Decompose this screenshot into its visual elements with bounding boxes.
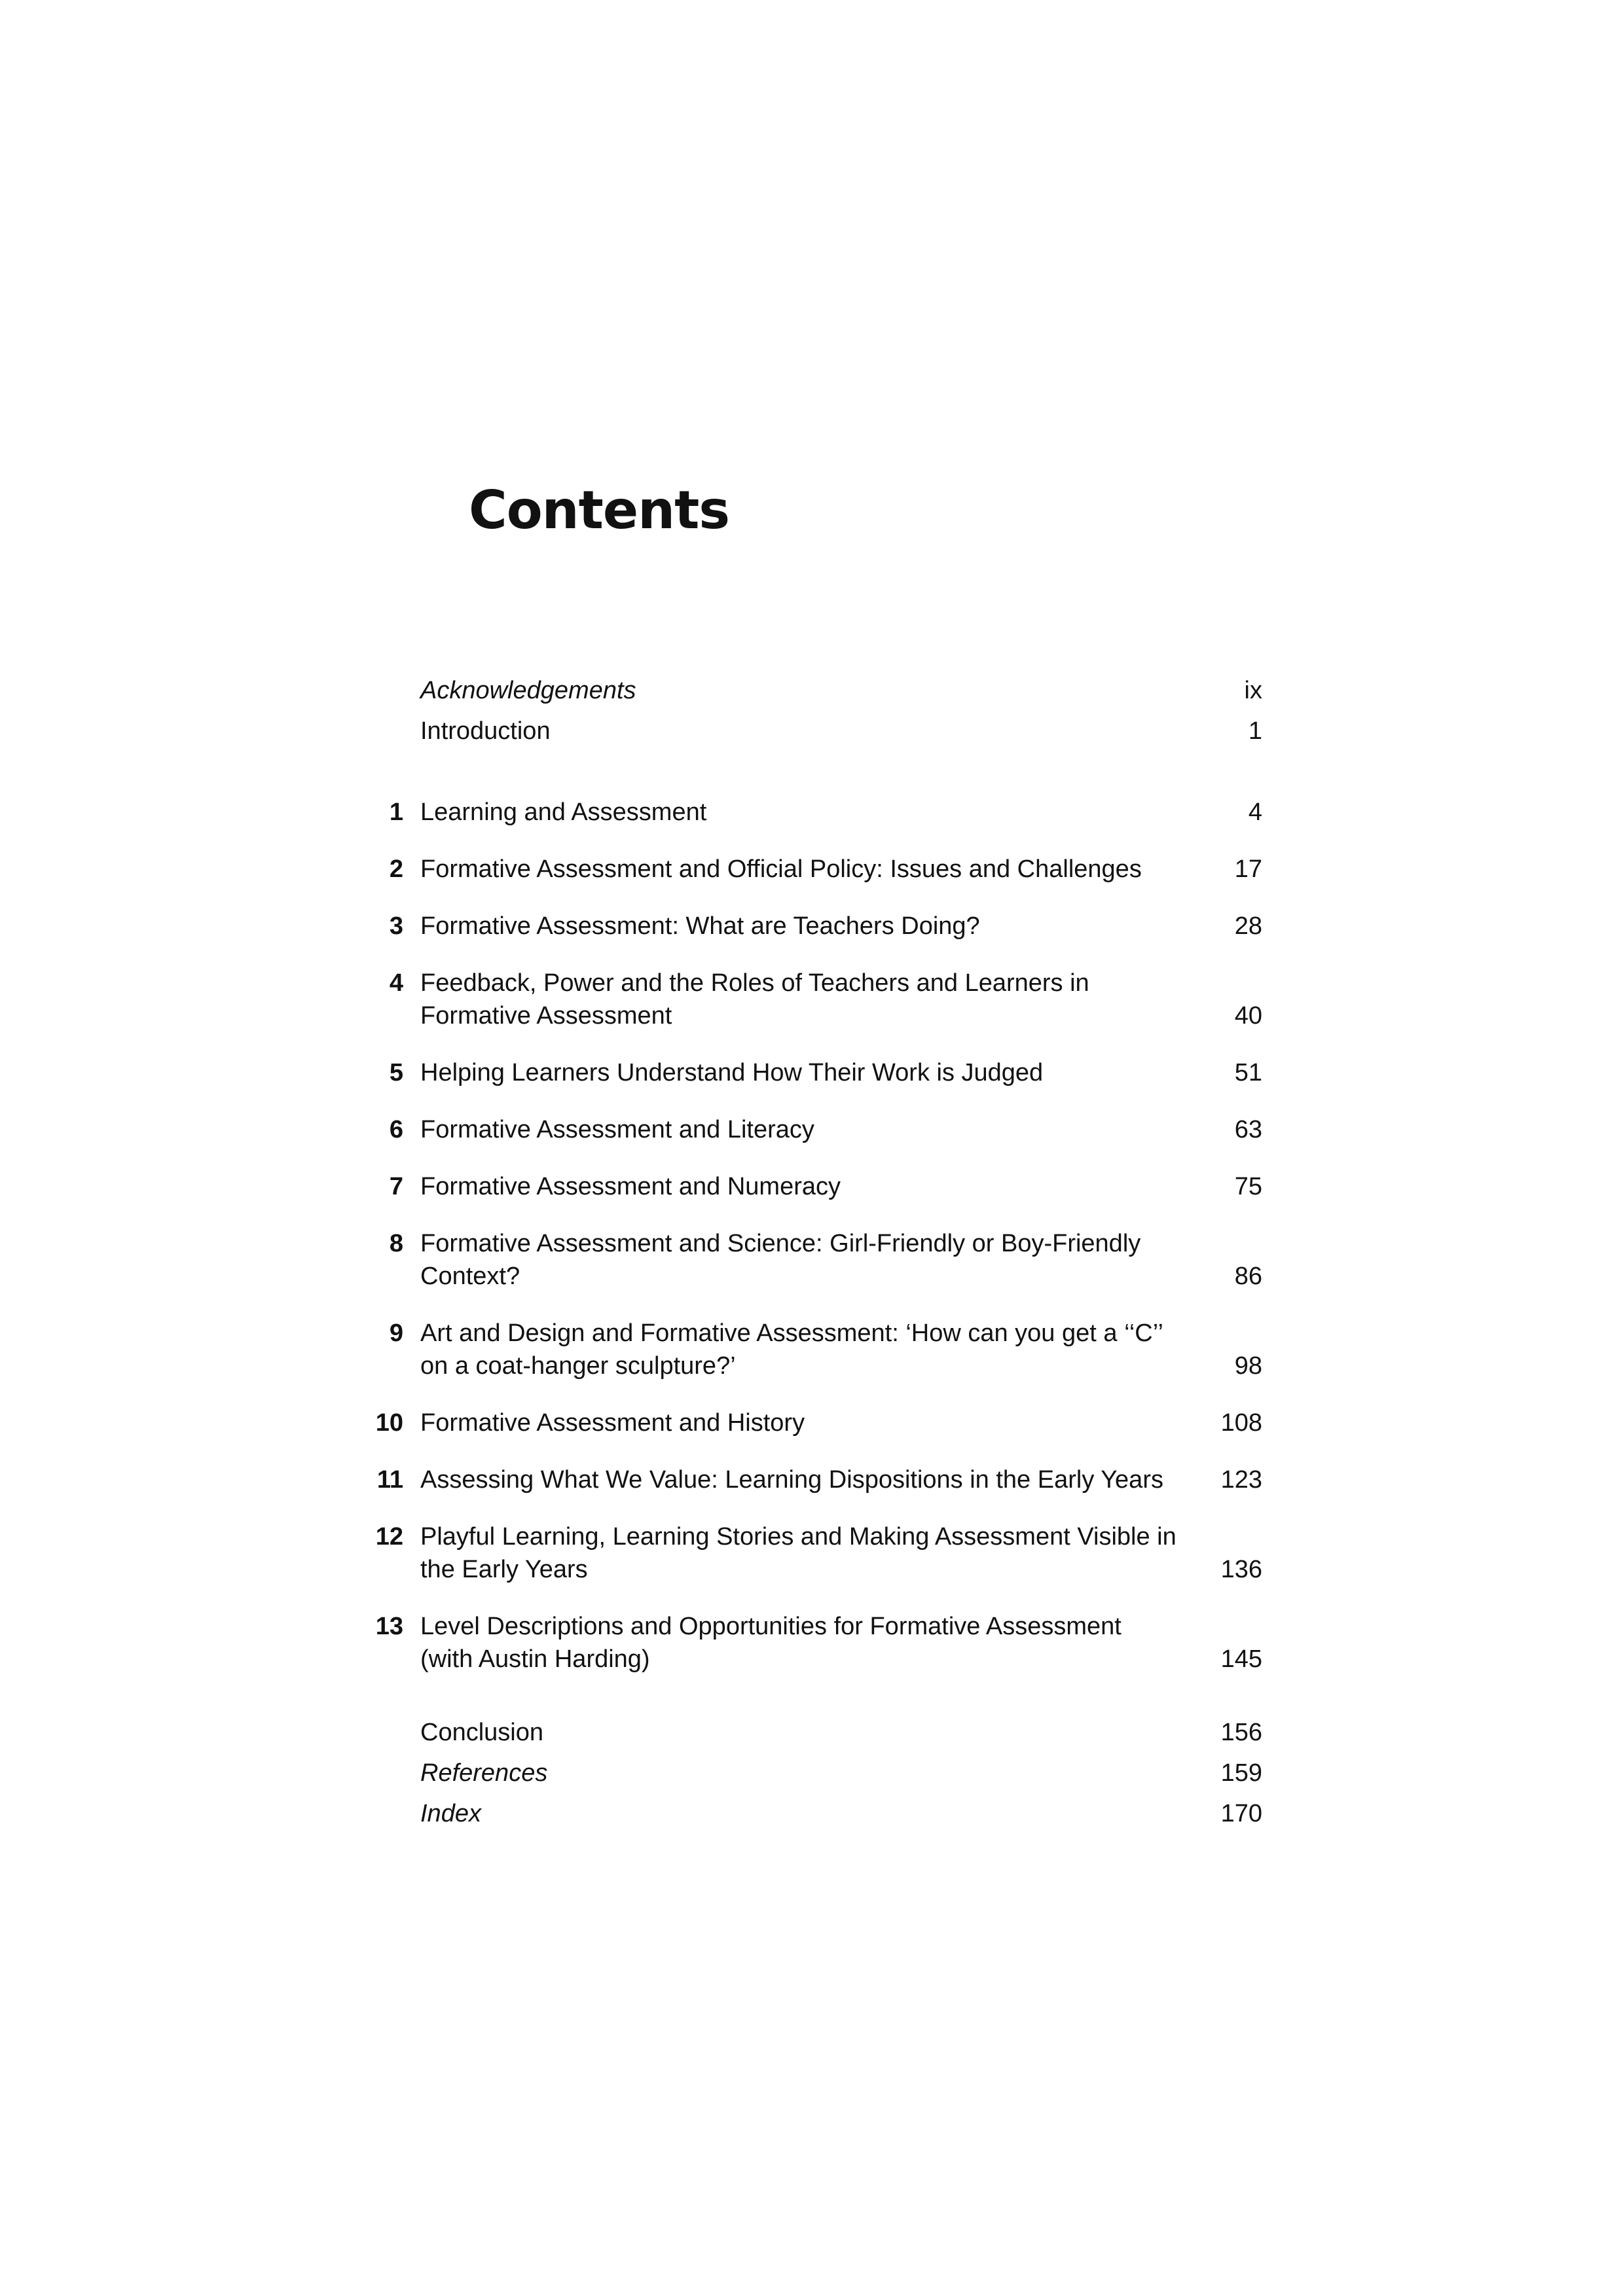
chapter-number: 4 — [389, 969, 403, 997]
toc-entry-page: 51 — [1234, 1059, 1262, 1086]
toc-entry-acknowledgements[interactable] — [364, 674, 1262, 707]
toc-entry-page: 156 — [1220, 1719, 1262, 1746]
toc-entry-chapter-9[interactable] — [364, 1317, 1262, 1382]
toc-entry-chapter-11[interactable] — [364, 1463, 1262, 1496]
chapter-number: 5 — [389, 1059, 403, 1086]
toc-entry-title: Formative Assessment and History — [420, 1409, 805, 1437]
chapter-number: 6 — [389, 1116, 403, 1143]
toc-entry-page: 136 — [1220, 1556, 1262, 1583]
toc-entry-chapter-2[interactable] — [364, 853, 1262, 886]
chapter-number: 9 — [389, 1319, 403, 1347]
toc-entry-page: 75 — [1234, 1173, 1262, 1200]
toc-entry-page: 63 — [1234, 1116, 1262, 1143]
toc-entry-page: 86 — [1234, 1263, 1262, 1290]
toc-entry-page: 145 — [1220, 1645, 1262, 1673]
toc-entry-title: Learning and Assessment — [420, 798, 707, 826]
toc-entry-title: Helping Learners Understand How Their Work is Judged — [420, 1059, 1044, 1086]
toc-entry-chapter-8[interactable] — [364, 1227, 1262, 1293]
toc-entry-chapter-7[interactable] — [364, 1170, 1262, 1203]
toc-entry-index[interactable] — [364, 1797, 1262, 1830]
chapter-number: 2 — [389, 855, 403, 883]
toc-entry-title: Feedback, Power and the Roles of Teachers and Learners in Formative Assessment — [420, 969, 1089, 1030]
chapter-number: 12 — [375, 1523, 403, 1551]
chapter-number: 13 — [375, 1613, 403, 1640]
chapter-number: 11 — [376, 1466, 403, 1494]
toc-entry-title: Level Descriptions and Opportunities for Formative Assessment (with Austin Harding) — [420, 1613, 1122, 1673]
toc-entry-page: 159 — [1220, 1759, 1262, 1787]
toc-entry-title: Formative Assessment and Numeracy — [420, 1173, 841, 1200]
table-of-contents — [364, 674, 1262, 1830]
toc-entry-introduction[interactable] — [364, 715, 1262, 747]
toc-entry-title: Art and Design and Formative Assessment: ‘How can you get a ‘‘C’’ on a coat-hanger sculpture?’ — [420, 1319, 1163, 1380]
toc-entry-title: References — [420, 1759, 548, 1787]
toc-entry-title: Playful Learning, Learning Stories and Making Assessment Visible in the Early Years — [420, 1523, 1176, 1583]
toc-entry-page: 170 — [1220, 1800, 1262, 1827]
chapter-number: 8 — [389, 1230, 403, 1257]
toc-entry-title: Formative Assessment: What are Teachers Doing? — [420, 912, 980, 940]
toc-entry-title: Conclusion — [420, 1719, 543, 1746]
toc-entry-chapter-5[interactable] — [364, 1056, 1262, 1089]
toc-entry-chapter-3[interactable] — [364, 910, 1262, 942]
toc-entry-page: 17 — [1234, 855, 1262, 883]
chapter-number: 7 — [389, 1173, 403, 1200]
toc-entry-page: 98 — [1234, 1352, 1262, 1380]
toc-entry-page: 28 — [1234, 912, 1262, 940]
toc-entry-page: 40 — [1234, 1002, 1262, 1030]
toc-entry-title: Formative Assessment and Science: Girl-Friendly or Boy-Friendly Context? — [420, 1230, 1141, 1290]
toc-entry-chapter-13[interactable] — [364, 1610, 1262, 1676]
toc-entry-chapter-4[interactable] — [364, 967, 1262, 1032]
toc-entry-references[interactable] — [364, 1757, 1262, 1789]
toc-entry-title: Introduction — [420, 717, 551, 745]
toc-entry-chapter-10[interactable] — [364, 1407, 1262, 1439]
page-title: Contents — [469, 480, 729, 541]
toc-entry-chapter-1[interactable] — [364, 796, 1262, 829]
toc-entry-title: Formative Assessment and Literacy — [420, 1116, 814, 1143]
chapter-number: 1 — [389, 798, 403, 826]
toc-entry-page: 108 — [1220, 1409, 1262, 1437]
toc-entry-chapter-12[interactable] — [364, 1520, 1262, 1586]
toc-entry-title: Assessing What We Value: Learning Dispositions in the Early Years — [420, 1466, 1163, 1494]
toc-entry-title: Acknowledgements — [420, 677, 636, 704]
chapter-number: 3 — [389, 912, 403, 940]
toc-entry-page: 1 — [1248, 717, 1262, 745]
toc-entry-page: 4 — [1248, 798, 1262, 826]
toc-entry-title: Formative Assessment and Official Policy: Issues and Challenges — [420, 855, 1142, 883]
toc-entry-page: 123 — [1220, 1466, 1262, 1494]
toc-entry-title: Index — [420, 1800, 481, 1827]
toc-entry-page: ix — [1244, 677, 1262, 704]
chapter-number: 10 — [375, 1409, 403, 1437]
toc-entry-chapter-6[interactable] — [364, 1113, 1262, 1146]
toc-entry-conclusion[interactable] — [364, 1716, 1262, 1749]
